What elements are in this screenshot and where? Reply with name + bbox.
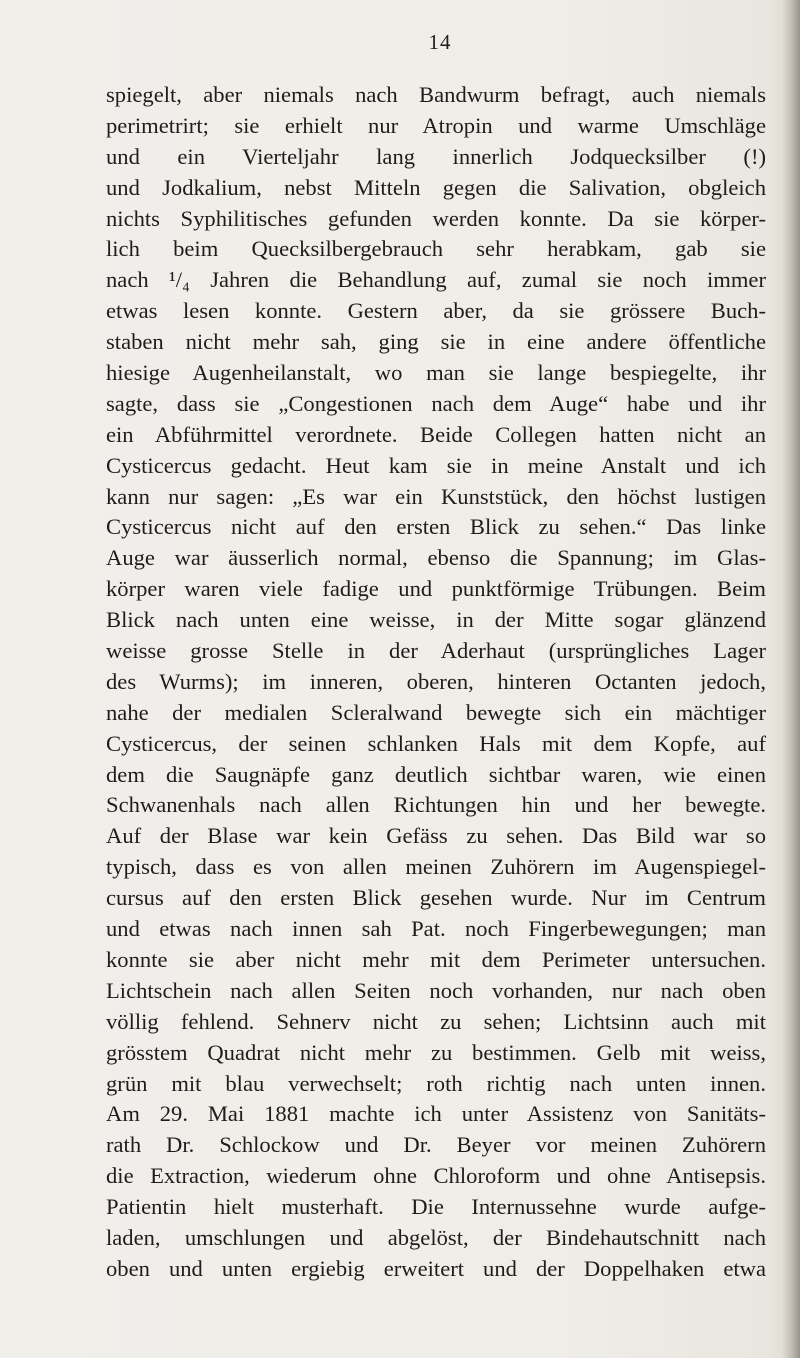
page-number: 14 bbox=[428, 30, 452, 54]
text-line: lich beim Quecksilbergebrauch sehr herabkam, gab sie bbox=[106, 236, 766, 262]
text-line: Cysticercus nicht auf den ersten Blick zu sehen.“ Das linke bbox=[106, 514, 766, 540]
text-line: und Jodkalium, nebst Mitteln gegen die Salivation, obgleich bbox=[106, 174, 766, 200]
text-line: typisch, dass es von allen meinen Zuhörern im Augenspiegel- bbox=[106, 854, 766, 880]
text-line: und ein Vierteljahr lang innerlich Jodquecksilber (!) bbox=[106, 143, 766, 169]
text-line: grün mit blau verwechselt; roth richtig nach unten innen. bbox=[106, 1070, 766, 1096]
text-line: nichts Syphilitisches gefunden werden konnte. Da sie körper- bbox=[106, 205, 766, 231]
text-line: grösstem Quadrat nicht mehr zu bestimmen. Gelb mit weiss, bbox=[106, 1039, 766, 1065]
text-line: nahe der medialen Scleralwand bewegte sich ein mächtiger bbox=[106, 699, 766, 725]
text-line: nach ¹/₄ Jahren die Behandlung auf, zumal sie noch immer bbox=[106, 267, 766, 293]
text-line: hiesige Augenheilanstalt, wo man sie lange bespiegelte, ihr bbox=[106, 360, 766, 386]
text-line: staben nicht mehr sah, ging sie in eine andere öffentliche bbox=[106, 329, 766, 355]
text-line: weisse grosse Stelle in der Aderhaut (ursprüngliches Lager bbox=[106, 638, 766, 664]
body-text bbox=[106, 80, 766, 1285]
text-line: die Extraction, wiederum ohne Chloroform und ohne Antisepsis. bbox=[106, 1163, 766, 1189]
text-line: Schwanenhals nach allen Richtungen hin und her bewegte. bbox=[106, 792, 766, 818]
text-line: körper waren viele fadige und punktförmige Trübungen. Beim bbox=[106, 576, 766, 602]
text-line: laden, umschlungen und abgelöst, der Bindehautschnitt nach bbox=[106, 1224, 766, 1250]
text-line: ein Abführmittel verordnete. Beide Collegen hatten nicht an bbox=[106, 421, 766, 447]
text-line: kann nur sagen: „Es war ein Kunststück, den höchst lustigen bbox=[106, 483, 766, 509]
text-line: rath Dr. Schlockow und Dr. Beyer vor meinen Zuhörern bbox=[106, 1132, 766, 1158]
text-line: Patientin hielt musterhaft. Die Internussehne wurde aufge- bbox=[106, 1194, 766, 1220]
text-line: sagte, dass sie „Congestionen nach dem Auge“ habe und ihr bbox=[106, 390, 766, 416]
text-line: Auf der Blase war kein Gefäss zu sehen. Das Bild war so bbox=[106, 823, 766, 849]
text-line: Cysticercus gedacht. Heut kam sie in meine Anstalt und ich bbox=[106, 452, 766, 478]
text-line: spiegelt, aber niemals nach Bandwurm befragt, auch niemals bbox=[106, 82, 766, 107]
text-line: des Wurms); im inneren, oberen, hinteren Octanten jedoch, bbox=[106, 668, 766, 694]
text-line: perimetrirt; sie erhielt nur Atropin und warme Umschläge bbox=[106, 112, 766, 138]
text-line: oben und unten ergiebig erweitert und der Doppelhaken etwa bbox=[106, 1255, 766, 1281]
text-line: Blick nach unten eine weisse, in der Mitte sogar glänzend bbox=[106, 607, 766, 633]
text-line: Am 29. Mai 1881 machte ich unter Assistenz von Sanitäts- bbox=[106, 1101, 766, 1127]
text-line: Auge war äusserlich normal, ebenso die Spannung; im Glas- bbox=[106, 545, 766, 571]
text-line: völlig fehlend. Sehnerv nicht zu sehen; Lichtsinn auch mit bbox=[106, 1008, 766, 1034]
text-line: cursus auf den ersten Blick gesehen wurde. Nur im Centrum bbox=[106, 885, 766, 911]
text-line: und etwas nach innen sah Pat. noch Fingerbewegungen; man bbox=[106, 916, 766, 942]
text-line: konnte sie aber nicht mehr mit dem Perimeter untersuchen. bbox=[106, 946, 766, 972]
text-line: dem die Saugnäpfe ganz deutlich sichtbar waren, wie einen bbox=[106, 761, 766, 787]
text-line: Cysticercus, der seinen schlanken Hals mit dem Kopfe, auf bbox=[106, 730, 766, 756]
text-line: etwas lesen konnte. Gestern aber, da sie grössere Buch- bbox=[106, 298, 766, 324]
page-edge-shadow bbox=[782, 0, 800, 1358]
text-line: Lichtschein nach allen Seiten noch vorhanden, nur nach oben bbox=[106, 977, 766, 1003]
